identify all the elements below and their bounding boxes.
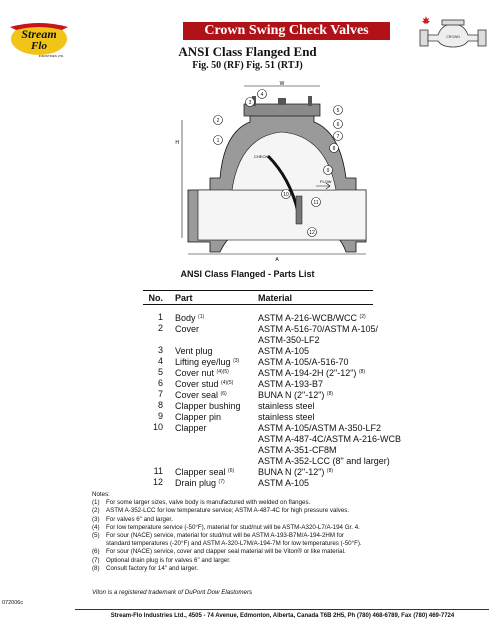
table-row: [143, 444, 373, 455]
callout-1: 1: [216, 138, 220, 144]
note-number: (8): [92, 564, 100, 572]
callout-7: 7: [336, 134, 340, 140]
maple-leaf-icon: [422, 16, 430, 24]
cell-material: ASTM A-216-WCB/WCC $^{(2)}$: [258, 313, 366, 323]
cell-material: ASTM A-351-CF8M: [258, 445, 337, 455]
cell-part: Clapper bushing: [175, 401, 241, 411]
cell-material: stainless steel: [258, 401, 315, 411]
note-item: [92, 524, 472, 532]
cell-material: ASTM A-105/A-516-70: [258, 357, 349, 367]
table-row: [143, 433, 402, 444]
cell-no: 1: [157, 312, 163, 322]
header-no: No.: [148, 293, 163, 303]
cell-no: 10: [152, 422, 163, 432]
note-item: [92, 565, 472, 573]
note-number: (3): [92, 515, 100, 523]
notes-list: [92, 499, 472, 573]
cell-no: 3: [157, 345, 163, 355]
callout-2: 2: [216, 118, 220, 124]
footer-rule: [75, 609, 489, 610]
notes-heading: Notes:: [92, 491, 110, 498]
check-label: CHECK: [254, 154, 269, 159]
part-ref: (4)(5): [221, 380, 234, 386]
table-header: [143, 291, 373, 304]
cell-no: 8: [157, 400, 163, 410]
logo-line1: Stream: [21, 27, 57, 41]
dim-w: W: [279, 81, 285, 87]
cell-part: Clapper: [175, 423, 207, 433]
table-row: [143, 356, 373, 367]
note-number: (4): [92, 523, 100, 531]
cell-part: Lifting eye/lug $^{(3)}$: [175, 357, 240, 367]
table-row: [143, 312, 373, 323]
title-banner: Crown Swing Check Valves: [183, 22, 390, 40]
note-number: (6): [92, 548, 100, 556]
header-part: Part: [175, 293, 193, 303]
cell-part: Body $^{(1)}$: [175, 313, 205, 323]
dim-h: H: [175, 140, 179, 146]
note-number: (2): [92, 507, 100, 515]
note-text: For some larger sizes, valve body is manufactured with welded on flanges.: [106, 499, 311, 507]
note-item: [92, 548, 472, 556]
cell-material: ASTM A-105: [258, 478, 310, 488]
material-ref: (2): [359, 314, 366, 320]
note-text: For valves 6" and larger.: [106, 515, 173, 523]
table-row: [143, 411, 373, 422]
part-ref: (7): [218, 479, 225, 485]
cell-material: ASTM A-487-4C/ASTM A-216-WCB: [258, 434, 402, 444]
note-item: [92, 499, 472, 507]
table-row: [143, 378, 373, 389]
cell-material: ASTM A-105/ASTM A-350-LF2: [258, 423, 382, 433]
cell-no: 12: [152, 477, 163, 487]
note-item: [92, 516, 472, 524]
cell-material: BUNA N (2"-12") $^{(8)}$: [258, 390, 334, 400]
callout-10: 10: [283, 192, 289, 198]
cell-material: ASTM-350-LF2: [258, 335, 320, 345]
notes-section: [92, 491, 472, 573]
note-text: For low temperature service (-50°F), material for stud/nut will be ASTM-A320-L7/A-194 Gr. 4.: [106, 523, 360, 531]
table-row: [143, 334, 373, 345]
cell-no: 2: [157, 323, 163, 333]
cell-part: Clapper pin: [175, 412, 222, 422]
note-text: For sour (NACE) service, material for stud/nut will be ASTM A-193-B7M/A-194-2HM for: [106, 532, 344, 540]
note-number: (1): [92, 499, 100, 507]
callout-3: 3: [248, 100, 252, 106]
table-row: [143, 466, 373, 477]
cell-material: ASTM A-193-B7: [258, 379, 324, 389]
cell-material: ASTM A-516-70/ASTM A-105/: [258, 324, 379, 334]
cell-material: ASTM A-105: [258, 346, 310, 356]
part-ref: (1): [198, 314, 205, 320]
cell-material: ASTM A-352-LCC (8" and larger): [258, 456, 390, 466]
table-row: [143, 400, 373, 411]
figure-numbers: Fig. 50 (RF) Fig. 51 (RTJ): [192, 60, 303, 71]
note-text: ASTM A-352-LCC for low temperature service; ASTM A-487-4C for high pressure valves.: [106, 507, 350, 515]
subtitle: ANSI Class Flanged End: [178, 44, 317, 59]
callout-5: 5: [336, 108, 340, 114]
dim-a: A: [275, 257, 279, 263]
cell-no: 5: [157, 367, 163, 377]
note-text: Consult factory for 14" and larger.: [106, 564, 198, 572]
cell-no: 4: [157, 356, 163, 366]
note-number: (7): [92, 556, 100, 564]
callout-4: 4: [260, 92, 264, 98]
cell-part: Vent plug: [175, 346, 213, 356]
cell-part: Cover nut $^{(4)(5)}$: [175, 368, 229, 378]
note-text: For sour (NACE) service, cover and clapper seal material will be Viton® or like material.: [106, 548, 346, 556]
table-row: [143, 455, 390, 466]
callout-11: 11: [313, 200, 319, 206]
note-item: [92, 507, 472, 515]
flow-label: FLOW: [320, 179, 332, 184]
table-row: [143, 323, 379, 334]
table-row: [143, 367, 373, 378]
table-row: [143, 345, 373, 356]
cell-no: 7: [157, 389, 163, 399]
material-ref: (8): [358, 369, 366, 375]
logo-line2: Flo: [31, 40, 47, 52]
trademark-note: Viton is a registered trademark of DuPont Dow Elastomers: [92, 589, 253, 596]
note-item: [92, 532, 472, 540]
document-code: 072006c: [2, 600, 24, 606]
cell-part: Cover stud $^{(4)(5)}$: [175, 379, 234, 389]
part-ref: (3): [233, 358, 240, 364]
table-row: [143, 389, 373, 400]
part-ref: (6): [228, 468, 235, 474]
callout-12: 12: [309, 230, 315, 236]
note-item: [92, 557, 472, 565]
cell-no: 9: [157, 411, 163, 421]
cell-part: Cover: [175, 324, 200, 334]
cell-part: Drain plug $^{(7)}$: [175, 478, 225, 488]
parts-list-table: [143, 290, 402, 488]
callout-9: 9: [326, 168, 330, 174]
footer-address: Stream-Flo Industries Ltd., 4505 - 74 Avenue, Edmonton, Alberta, Canada T6B 2H5, Ph (780) 468-6789, Fax (780) 469-7724: [110, 613, 455, 619]
note-text: Optional drain plug is for valves 6" and larger.: [106, 556, 231, 564]
callout-8: 8: [332, 146, 336, 152]
note-text: standard temperatures (-20°F) and ASTM A-320-L7M/A-194-7M for low temperatures (-50°F).: [106, 540, 362, 548]
cell-material: ASTM A-194-2H (2"-12") $^{(8)}$: [258, 368, 366, 378]
cell-no: 6: [157, 378, 163, 388]
part-ref: (4)(5): [216, 369, 229, 375]
header-material: Material: [258, 293, 293, 303]
logo-tagline: INDUSTRIES LTD.: [38, 54, 64, 58]
parts-list-title: ANSI Class Flanged - Parts List: [180, 269, 315, 279]
table-row: [143, 477, 373, 488]
material-ref: (8): [326, 468, 334, 474]
note-number: (5): [92, 532, 100, 540]
note-item: [92, 540, 472, 548]
cell-part: Cover seal $^{(6)}$: [175, 390, 227, 400]
cell-part: Clapper seal $^{(6)}$: [175, 467, 235, 477]
material-ref: (8): [326, 391, 334, 397]
callout-6: 6: [336, 122, 340, 128]
table-body: [143, 312, 402, 488]
svg-text:CROWN: CROWN: [446, 35, 460, 39]
cell-material: BUNA N (2"-12") $^{(8)}$: [258, 467, 334, 477]
part-ref: (6): [220, 391, 227, 397]
cell-material: stainless steel: [258, 412, 315, 422]
valve-cross-section-drawing: [170, 78, 390, 264]
cell-no: 11: [153, 466, 163, 476]
table-row: [143, 422, 382, 433]
